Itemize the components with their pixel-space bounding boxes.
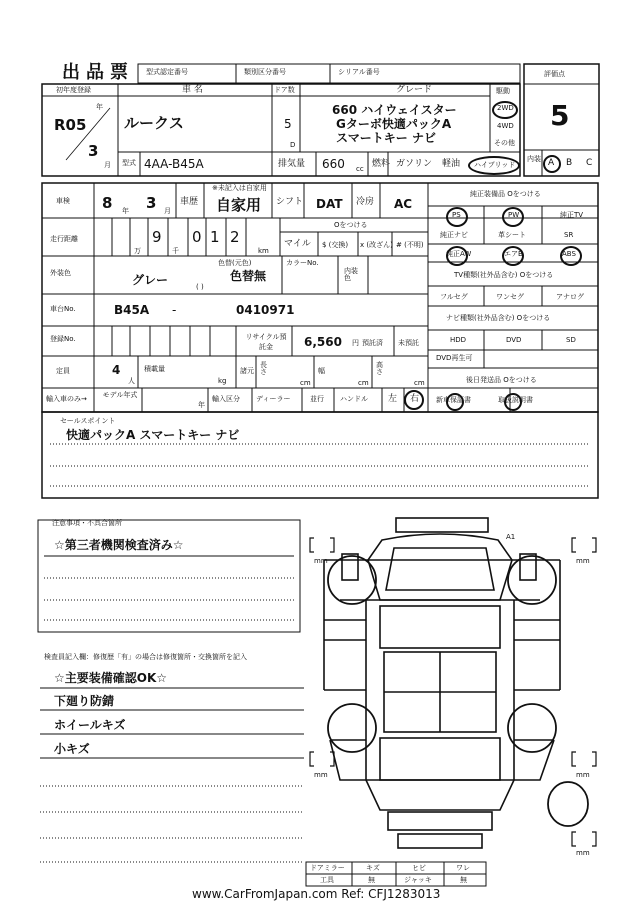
import-label: 輸入車のみ→ xyxy=(46,395,87,403)
exterior-label: 外装色 xyxy=(50,269,71,277)
cc-unit: cc xyxy=(356,165,364,173)
damage-mark-a1: A1 xyxy=(506,533,516,541)
parallel-label: 並行 xyxy=(310,395,324,403)
shift-label: シフト xyxy=(276,197,304,207)
first-reg-month: 3 xyxy=(88,142,99,160)
drive-circle xyxy=(492,101,518,119)
right-handle: 右 xyxy=(410,394,420,404)
tv-fullseg: フルセグ xyxy=(440,293,468,301)
drive-label: 駆動 xyxy=(496,87,510,95)
abs-circle xyxy=(560,246,582,266)
ac-value: AC xyxy=(394,197,413,211)
history-value: 自家用 xyxy=(216,196,262,214)
aw-circle xyxy=(446,246,468,266)
repaint-value: 色替無 xyxy=(230,269,267,283)
after-title: 後日発送品 Oをつける xyxy=(466,376,537,384)
model-label: 型式 xyxy=(122,159,136,167)
interior-color-label: 内装色 xyxy=(344,267,358,282)
inspector-line-4: 小キズ xyxy=(54,742,90,756)
recycle-label: リサイクル預託金 xyxy=(245,333,287,351)
kg-unit: kg xyxy=(218,377,227,385)
inspection-month-unit: 月 xyxy=(164,207,171,215)
history-label: 車歴 xyxy=(180,197,199,207)
model-code-label: 型式認定番号 xyxy=(146,68,188,76)
navi-hdd: HDD xyxy=(450,336,467,344)
drive-4wd: 4WD xyxy=(497,122,514,130)
interior-a: A xyxy=(548,158,555,168)
dealer-label: ディーラー xyxy=(256,395,291,403)
displacement-label: 排気量 xyxy=(278,159,306,169)
model-year-label: モデル年式 xyxy=(102,391,138,399)
dvd-playback: DVD再生可 xyxy=(436,354,473,362)
cm-unit-1: cm xyxy=(300,379,311,387)
grade-line-1: 660 ハイウェイスター xyxy=(332,103,457,117)
handle-label: ハンドル xyxy=(340,395,368,403)
color-no-label: カラーNo. xyxy=(286,259,319,267)
capacity-value: 4 xyxy=(112,363,121,377)
history-note: ※未記入は自家用 xyxy=(212,184,267,192)
equip-navi: 純正ナビ xyxy=(440,231,468,239)
doors-value: 5 xyxy=(284,117,292,131)
interior-label: 内装 xyxy=(527,155,541,163)
dims-label: 諸元 xyxy=(240,367,254,375)
navi-sd: SD xyxy=(566,336,576,344)
mileage-digit-3: 9 xyxy=(152,228,162,246)
unknown-label: # (不明) xyxy=(396,241,424,249)
deposited-label: 預託済 xyxy=(362,339,383,347)
mm-label-3: mm xyxy=(314,771,328,779)
equip-tv: 純正TV xyxy=(560,211,584,219)
sen-unit: 千 xyxy=(172,247,179,255)
drive-other: その他 xyxy=(494,139,515,147)
inspection-year-unit: 年 xyxy=(122,207,129,215)
inspection-year: 8 xyxy=(102,194,113,212)
navi-title: ナビ種類(社外品含む) Oをつける xyxy=(446,314,551,322)
tv-analog: アナログ xyxy=(556,293,584,301)
cm-unit-3: cm xyxy=(414,379,425,387)
equipment-title: 純正装備品 Oをつける xyxy=(470,190,541,198)
capacity-label: 定員 xyxy=(56,367,70,375)
inspector-label: 検査員記入欄：修復歴「有」の場合は修復箇所・交換箇所を記入 xyxy=(44,653,247,661)
evaluation-score: 5 xyxy=(550,99,570,132)
tampered-label: x (改ざん) xyxy=(360,241,393,249)
sales-point-label: セールスポイント xyxy=(60,417,116,425)
pw-circle xyxy=(502,207,524,227)
eval-label: 評価点 xyxy=(544,70,565,78)
mileage-digit-6: 2 xyxy=(230,228,240,246)
manual-circle xyxy=(504,393,522,411)
door-unit: D xyxy=(290,141,296,149)
not-deposited-label: 未預託 xyxy=(398,339,419,347)
doors-label: ドア数 xyxy=(274,86,295,94)
mileage-label: 走行距離 xyxy=(50,235,78,243)
interior-b: B xyxy=(566,158,573,168)
airbag-circle xyxy=(502,246,524,266)
car-diagram xyxy=(324,518,560,848)
mileage-digit-4: 0 xyxy=(192,228,202,246)
inspection-label: 車検 xyxy=(56,197,70,205)
cm-unit-2: cm xyxy=(358,379,369,387)
chassis-number: 0410971 xyxy=(236,303,295,317)
model-value: 4AA-B45A xyxy=(144,157,204,171)
legend-tools: 工具 xyxy=(320,876,334,884)
category-label: 類別区分番号 xyxy=(244,68,286,76)
left-handle: 左 xyxy=(388,394,398,404)
legend-break: ワレ xyxy=(456,864,470,872)
mileage-digit-5: 1 xyxy=(210,228,220,246)
warranty-circle xyxy=(446,393,464,411)
grade-label: グレード xyxy=(396,85,433,95)
repaint-paren: ( ) xyxy=(196,283,204,291)
equip-airbag: エアB xyxy=(504,250,523,258)
grade-line-3: スマートキー ナビ xyxy=(336,131,436,145)
interior-circle xyxy=(543,155,561,173)
registration-label: 登録No. xyxy=(50,335,76,343)
inspection-month: 3 xyxy=(146,194,157,212)
recycle-value: 6,560 xyxy=(304,335,342,349)
import-year-unit: 年 xyxy=(198,401,205,409)
grade-line-2: Gターボ快適パックA xyxy=(336,117,452,131)
height-label: 高さ xyxy=(376,361,383,376)
right-handle-circle xyxy=(404,390,424,410)
repaint-label: 色替(元色) xyxy=(218,259,252,267)
car-name-label: 車 名 xyxy=(182,85,203,95)
year-unit: 年 xyxy=(96,103,103,111)
car-name: ルークス xyxy=(124,114,184,132)
sales-point-text: 快適パックA スマートキー ナビ xyxy=(66,428,240,442)
man-unit: 万 xyxy=(134,247,141,255)
inspector-line-2: 下廻り防錆 xyxy=(54,694,115,708)
equip-sr: SR xyxy=(564,231,574,239)
mileage-circle-note: Oをつける xyxy=(334,221,368,229)
first-reg-year: R05 xyxy=(54,116,87,134)
interior-c: C xyxy=(586,158,593,168)
chassis-label: 車台No. xyxy=(50,305,76,313)
load-label: 積載量 xyxy=(144,365,165,373)
serial-label: シリアル番号 xyxy=(338,68,380,76)
recycle-unit: 円 xyxy=(352,339,359,347)
legend-crack: ヒビ xyxy=(412,864,426,872)
mm-label-5: mm xyxy=(576,849,590,857)
chassis-dash: - xyxy=(172,303,177,317)
legend-jack: ジャッキ xyxy=(404,876,432,884)
km-unit: km xyxy=(258,247,269,255)
tv-title: TV種類(社外品含む) Oをつける xyxy=(454,271,554,279)
mile-label: マイル xyxy=(284,239,311,249)
legend-jack-value: 無 xyxy=(460,876,467,884)
ac-label: 冷房 xyxy=(356,197,375,207)
inspector-line-3: ホイールキズ xyxy=(54,718,126,732)
mm-label-2: mm xyxy=(576,557,590,565)
mm-label-4: mm xyxy=(576,771,590,779)
notes-text: ☆第三者機関検査済み☆ xyxy=(54,538,184,552)
inspector-line-1: ☆主要装備確認OK☆ xyxy=(54,671,168,685)
legend-scratch: キズ xyxy=(366,864,380,872)
drive-2wd: 2WD xyxy=(497,104,514,112)
capacity-unit: 人 xyxy=(128,377,135,385)
notes-label: 注意事項・不具合箇所 xyxy=(52,519,122,527)
mm-label-1: mm xyxy=(314,557,328,565)
replaced-label: $ (交換) xyxy=(322,241,349,249)
import-type-label: 輸入区分 xyxy=(212,395,240,403)
navi-dvd: DVD xyxy=(506,336,522,344)
fuel-gasoline: ガソリン xyxy=(396,159,433,169)
equip-ps: PS xyxy=(452,211,461,219)
legend-mirror: ドアミラー xyxy=(310,864,345,872)
after-manual: 取扱説明書 xyxy=(498,396,533,404)
ps-circle xyxy=(446,207,468,227)
equip-leather: 革シート xyxy=(498,231,526,239)
fuel-circle xyxy=(468,156,520,175)
equip-abs: ABS xyxy=(562,250,576,258)
exterior-color: グレー xyxy=(132,273,169,287)
length-label: 長さ xyxy=(260,361,267,376)
shift-value: DAT xyxy=(316,197,343,211)
displacement-value: 660 xyxy=(322,157,345,171)
footer-reference: www.CarFromJapan.com Ref: CFJ1283013 xyxy=(192,887,441,901)
month-unit: 月 xyxy=(104,161,111,169)
fuel-diesel: 軽油 xyxy=(442,159,461,169)
first-reg-label: 初年度登録 xyxy=(56,86,91,94)
width-label: 幅 xyxy=(318,367,325,375)
chassis-prefix: B45A xyxy=(114,303,150,317)
legend-tools-value: 無 xyxy=(368,876,375,884)
after-warranty: 新車保証書 xyxy=(436,396,471,404)
equip-aw: 純正AW xyxy=(446,250,472,258)
fuel-label: 燃料 xyxy=(372,159,391,169)
fuel-hybrid: ハイブリッド xyxy=(474,161,516,169)
form-title: 出品票 xyxy=(62,62,134,83)
equip-pw: PW xyxy=(508,211,520,219)
tv-oneseg: ワンセグ xyxy=(496,293,524,301)
